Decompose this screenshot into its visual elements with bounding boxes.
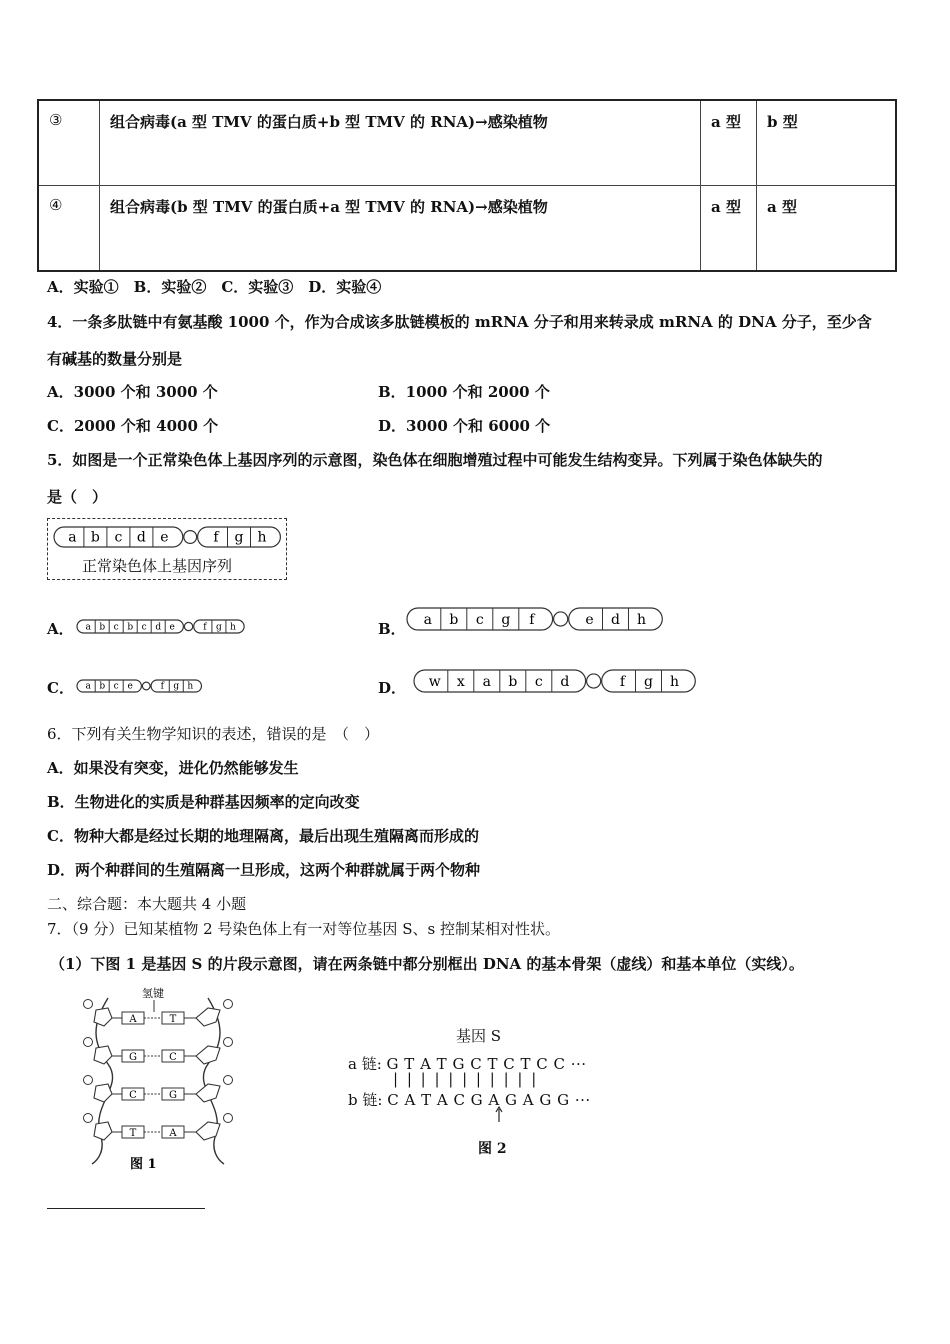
gene-label: b — [90, 529, 100, 546]
centromere — [184, 531, 197, 544]
gene-label: c — [113, 622, 119, 633]
base-letter: T — [129, 1128, 137, 1139]
normal-chromosome-box — [47, 518, 287, 580]
sugar-left — [94, 1122, 112, 1140]
sugar-right — [196, 1046, 220, 1064]
gene-label: c — [141, 622, 147, 633]
gene-label: g — [216, 622, 222, 633]
gene-label: d — [560, 673, 570, 690]
q4-option-b: B．1000 个和 2000 个 — [378, 383, 550, 401]
gene-label: h — [669, 673, 679, 690]
q6-stem: 6．下列有关生物学知识的表述，错误的是 （ ） — [47, 725, 380, 743]
gene-label: b — [127, 622, 134, 633]
gene-label: a — [85, 681, 91, 692]
gene-label: f — [619, 673, 626, 690]
row-col2: a 型 — [757, 186, 897, 272]
arrow-up-icon — [494, 1106, 504, 1122]
base-letter: C — [169, 1052, 177, 1063]
gene-label: c — [113, 681, 119, 692]
row-col2: b 型 — [757, 100, 897, 186]
gene-label: e — [127, 681, 133, 692]
sugar-right — [196, 1084, 220, 1102]
dna-figure-1 — [78, 984, 238, 1174]
centromere — [554, 612, 568, 626]
centromere — [142, 682, 150, 690]
q6-option-a: A．如果没有突变，进化仍然能够发生 — [47, 759, 299, 777]
option-a-chromosome — [76, 618, 248, 638]
q6-option-c: C．物种大都是经过长期的地理隔离，最后出现生殖隔离而形成的 — [47, 827, 479, 845]
option-d-chromosome — [412, 668, 679, 696]
gene-label: c — [114, 529, 123, 546]
base-pairs — [84, 1000, 233, 1141]
q5-option-c-label: C． — [47, 679, 74, 697]
q4-option-c: C．2000 个和 4000 个 — [47, 417, 219, 435]
gene-label: h — [230, 622, 236, 633]
answer-line — [47, 1208, 205, 1209]
q5-option-d-label: D． — [378, 679, 407, 697]
base-letter: A — [169, 1128, 177, 1139]
a-strand: a 链: G T A T G C T C T C C ··· — [348, 1055, 587, 1073]
gene-label: d — [136, 529, 146, 546]
gene-label: h — [257, 529, 267, 546]
normal-caption: 正常染色体上基因序列 — [82, 557, 233, 575]
table-row — [38, 100, 896, 186]
base-letter: G — [129, 1052, 137, 1063]
gene-label: h — [636, 611, 646, 628]
option-c-chromosome — [76, 678, 214, 696]
row-description: 组合病毒(b 型 TMV 的蛋白质+a 型 TMV 的 RNA)→感染植物 — [100, 186, 701, 272]
row-number: ④ — [38, 186, 100, 272]
phosphate-left — [84, 1038, 93, 1047]
gene-label: g — [643, 673, 653, 690]
gene-label: e — [160, 529, 169, 546]
sugar-left — [94, 1084, 112, 1102]
phosphate-right — [224, 1114, 233, 1123]
gene-label: f — [529, 611, 535, 628]
sugar-left — [94, 1046, 112, 1064]
fig2-title: 基因 S — [456, 1027, 502, 1045]
row-col1: a 型 — [701, 100, 757, 186]
gene-label: e — [169, 622, 175, 633]
sugar-left — [94, 1008, 112, 1026]
sugar-right — [196, 1122, 220, 1140]
q4-stem-cont: 有碱基的数量分别是 — [47, 350, 183, 368]
q4-stem: 4．一条多肽链中有氨基酸 1000 个，作为合成该多肽链模板的 mRNA 分子和用来转录成 mRNA 的 DNA 分子，至少含 — [47, 313, 872, 331]
experiment-table — [37, 99, 897, 272]
gene-label: b — [99, 681, 106, 692]
gene-label: f — [160, 681, 164, 692]
row-col1: a 型 — [701, 186, 757, 272]
section-heading: 二、综合题：本大题共 4 小题 — [47, 895, 247, 913]
fig1-caption: 图 1 — [130, 1157, 157, 1172]
normal-chromosome — [48, 525, 286, 559]
base-letter: T — [169, 1014, 177, 1025]
q5-option-a-label: A． — [47, 620, 74, 638]
gene-label: b — [449, 611, 459, 628]
q3-options: A．实验① B．实验② C．实验③ D．实验④ — [47, 278, 382, 296]
gene-label: f — [213, 529, 219, 546]
hbond-label: 氢键 — [142, 987, 164, 1000]
gene-label: c — [534, 673, 543, 690]
phosphate-right — [224, 1038, 233, 1047]
gene-label: d — [610, 611, 620, 628]
gene-label: a — [68, 529, 77, 546]
gene-label: e — [585, 611, 594, 628]
gene-label: f — [203, 622, 207, 633]
q7-stem: 7．（9 分）已知某植物 2 号染色体上有一对等位基因 S、s 控制某相对性状。 — [47, 920, 560, 938]
phosphate-right — [224, 1076, 233, 1085]
q5-option-b-label: B． — [378, 620, 406, 638]
gene-label: c — [475, 611, 484, 628]
sugar-right — [196, 1008, 220, 1026]
gene-label: w — [428, 673, 441, 690]
gene-label: a — [423, 611, 432, 628]
table-row — [38, 186, 896, 272]
centromere — [587, 674, 601, 688]
gene-label: g — [234, 529, 244, 546]
gene-label: g — [501, 611, 511, 628]
option-b-chromosome — [405, 606, 646, 632]
centromere — [184, 622, 192, 630]
base-letter: A — [129, 1014, 137, 1025]
phosphate-right — [224, 1000, 233, 1009]
phosphate-left — [84, 1076, 93, 1085]
q4-option-d: D．3000 个和 6000 个 — [378, 417, 551, 435]
gene-label: a — [482, 673, 491, 690]
q5-stem-cont: 是（ ） — [47, 488, 108, 506]
row-number: ③ — [38, 100, 100, 186]
phosphate-left — [84, 1000, 93, 1009]
phosphate-left — [84, 1114, 93, 1123]
gene-label: x — [456, 673, 465, 690]
q5-stem: 5．如图是一个正常染色体上基因序列的示意图，染色体在细胞增殖过程中可能发生结构变异。下列属于染色体缺失的 — [47, 451, 823, 469]
q4-option-a: A．3000 个和 3000 个 — [47, 383, 218, 401]
gene-label: h — [187, 681, 194, 692]
gene-label: b — [99, 622, 106, 633]
q6-option-b: B．生物进化的实质是种群基因频率的定向改变 — [47, 793, 360, 811]
pair-bars: | | | | | | | | | | | — [393, 1070, 539, 1088]
gene-label: g — [173, 681, 180, 692]
base-letter: C — [129, 1090, 137, 1101]
q7-sub1: （1）下图 1 是基因 S 的片段示意图，请在两条链中都分别框出 DNA 的基本骨架（虚线）和基本单位（实线）。 — [50, 955, 804, 973]
gene-label: b — [508, 673, 518, 690]
row-description: 组合病毒(a 型 TMV 的蛋白质+b 型 TMV 的 RNA)→感染植物 — [100, 100, 701, 186]
fig2-caption: 图 2 — [478, 1141, 507, 1157]
b-strand: b 链: C A T A C G A G A G G ··· — [348, 1091, 591, 1109]
gene-label: a — [85, 622, 91, 633]
base-letter: G — [169, 1090, 177, 1101]
gene-label: d — [155, 622, 162, 633]
q6-option-d: D．两个种群间的生殖隔离一旦形成，这两个种群就属于两个物种 — [47, 861, 481, 879]
